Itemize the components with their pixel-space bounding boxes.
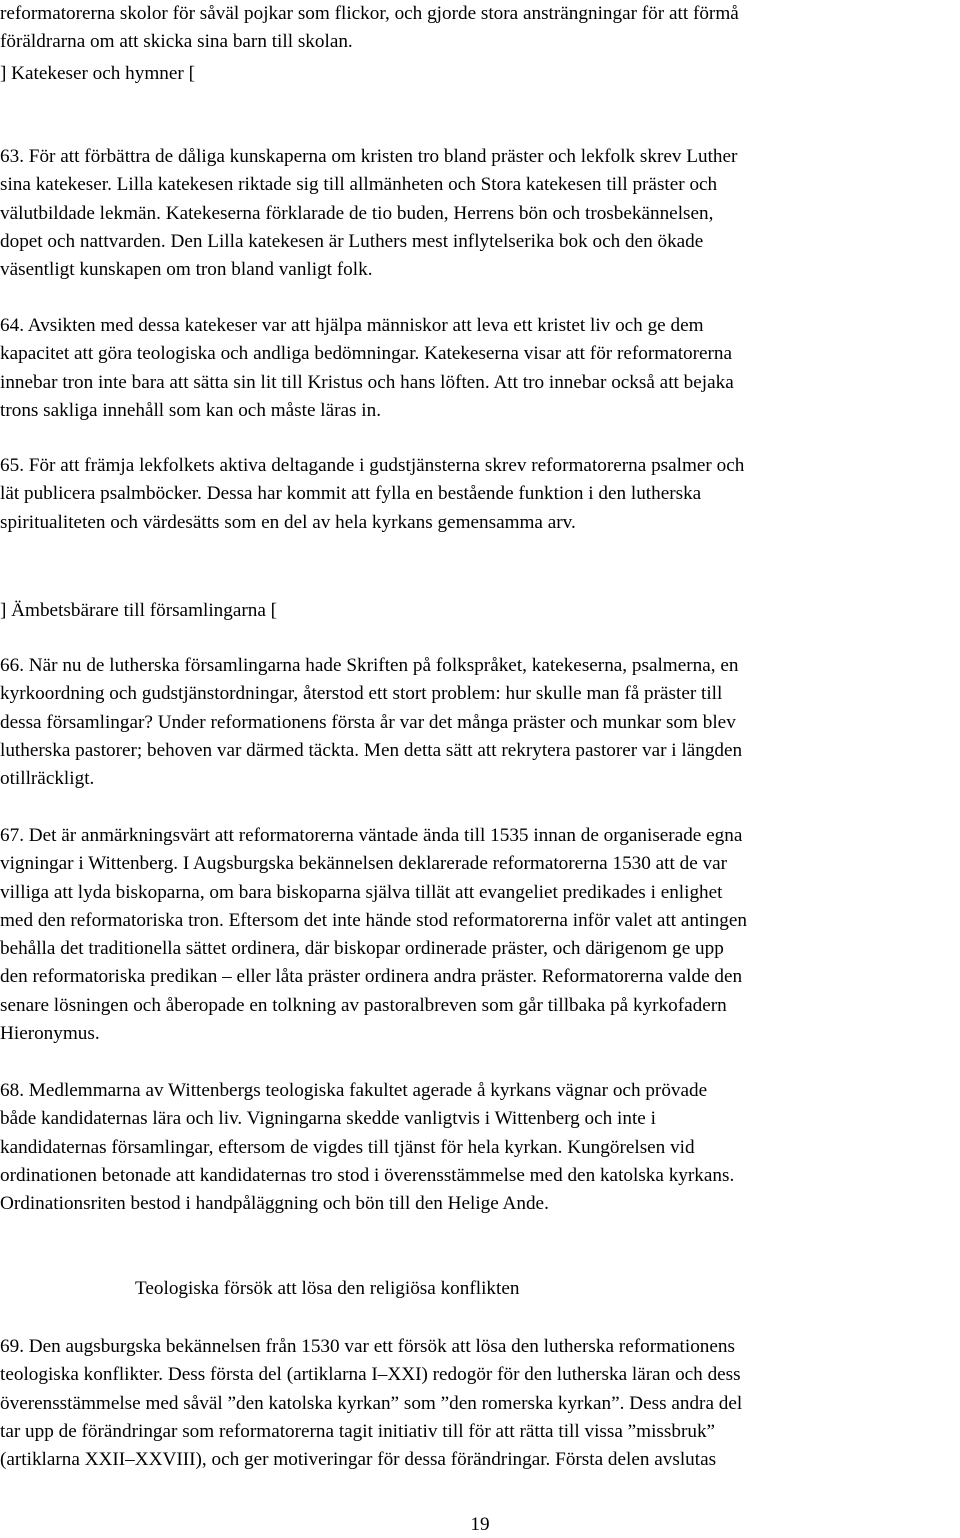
- text-line: innebar tron inte bara att sätta sin lit till Kristus och hans löften. Att tro innebar också att bejaka: [0, 371, 734, 393]
- text-line: lät publicera psalmböcker. Dessa har kommit att fylla en bestående funktion i den lutherska: [0, 483, 702, 505]
- heading-text: ] Ämbetsbärare till församlingarna [: [0, 600, 278, 621]
- text-line: 69. Den augsburgska bekännelsen från 1530 var ett försök att lösa den lutherska reformationens: [0, 1336, 735, 1357]
- text-line: behålla det traditionella sättet ordinera, där biskopar ordinerade präster, och därigenom ge upp: [0, 938, 724, 960]
- text-line: 63. För att förbättra de dåliga kunskaperna om kristen tro bland präster och lekfolk skrev Luther: [0, 146, 738, 167]
- text-line: ordinationen betonade att kandidaternas tro stod i överensstämmelse med den katolska kyrkans.: [0, 1164, 735, 1186]
- heading-ambetsbarare: [0, 597, 960, 625]
- text-line: dopet och nattvarden. Den Lilla katekesen är Luthers mest inflytelserika bok och den ökade: [0, 230, 704, 252]
- text-line: sina katekeser. Lilla katekesen riktade sig till allmänheten och Stora katekesen till präster och: [0, 174, 718, 196]
- text-line: spiritualiteten och värdesätts som en del av hela kyrkans gemensamma arv.: [0, 511, 576, 533]
- subheading-teologiska: Teologiska försök att lösa den religiösa konflikten: [135, 1278, 520, 1299]
- text-line: välutbildade lekmän. Katekeserna förklarade de tio buden, Herrens bön och trosbekännelsen,: [0, 202, 714, 224]
- text-line: teologiska konflikter. Dess första del (artiklarna I–XXI) redogör för den lutherska läran och dess: [0, 1364, 741, 1386]
- paragraph-68: [0, 1077, 960, 1218]
- text-line: trons sakliga innehåll som kan och måste läras in.: [0, 399, 381, 421]
- text-line: 66. När nu de lutherska församlingarna hade Skriften på folkspråket, katekeserna, psalmerna, en: [0, 655, 739, 676]
- paragraph-64: [0, 312, 960, 425]
- text-line: överensstämmelse med såväl ”den katolska kyrkan” som ”den romerska kyrkan”. Dess andra del: [0, 1392, 743, 1414]
- paragraph-69: [0, 1333, 960, 1474]
- text-line: väsentligt kunskapen om tron bland vanligt folk.: [0, 259, 373, 281]
- text-line: Ordinationsriten bestod i handpåläggning och bön till den Helige Ande.: [0, 1193, 549, 1215]
- paragraph-66: [0, 652, 960, 793]
- text-line: kyrkoordning och gudstjänstordningar, återstod ett stort problem: hur skulle man få präster till: [0, 683, 723, 705]
- text-line: den reformatoriska predikan – eller låta präster ordinera andra präster. Reformatorerna valde den: [0, 966, 743, 988]
- paragraph-intro: [0, 0, 960, 57]
- text-line: kandidaternas församlingar, eftersom de vigdes till tjänst för hela kyrkan. Kungörelsen vid: [0, 1136, 695, 1158]
- heading-katekeser: [0, 60, 960, 88]
- text-line: villiga att lyda biskoparna, om bara biskoparna själva tillät att evangeliet predikades i enlighet: [0, 881, 723, 903]
- text-line: tar upp de förändringar som reformatorerna tagit initiativ till för att rätta till vissa ”missbruk”: [0, 1420, 716, 1442]
- text-line: föräldrarna om att skicka sina barn till skolan.: [0, 31, 353, 53]
- paragraph-65: [0, 452, 960, 537]
- text-line: otillräckligt.: [0, 768, 95, 790]
- text-line: (artiklarna XXII–XXVIII), och ger motiveringar för dessa förändringar. Första delen avslutas: [0, 1449, 717, 1471]
- text-line: 64. Avsikten med dessa katekeser var att hjälpa människor att leva ett kristet liv och ge dem: [0, 315, 704, 336]
- text-line: 67. Det är anmärkningsvärt att reformatorerna väntade ända till 1535 innan de organiserade egna: [0, 825, 743, 846]
- heading-text: ] Katekeser och hymner [: [0, 63, 195, 84]
- text-line: med den reformatoriska tron. Eftersom det inte hände stod reformatorerna inför valet att antingen: [0, 909, 747, 931]
- text-line: dessa församlingar? Under reformationens första år var det många präster och munkar som blev: [0, 711, 736, 733]
- text-line: vigningar i Wittenberg. I Augsburgska bekännelsen deklarerade reformatorerna 1530 att de var: [0, 853, 728, 875]
- text-line: lutherska pastorer; behoven var därmed täckta. Men detta sätt att rekrytera pastorer var i längden: [0, 739, 743, 761]
- text-line: Hieronymus.: [0, 1023, 100, 1045]
- text-line: senare lösningen och åberopade en tolkning av pastoralbreven som går tillbaka på kyrkofadern: [0, 994, 727, 1016]
- paragraph-63: [0, 143, 960, 284]
- text-line: 65. För att främja lekfolkets aktiva deltagande i gudstjänsterna skrev reformatorerna psalmer och: [0, 455, 745, 476]
- text-line: reformatorerna skolor för såväl pojkar som flickor, och gjorde stora ansträngningar för att förmå: [0, 3, 739, 24]
- text-line: 68. Medlemmarna av Wittenbergs teologiska fakultet agerade å kyrkans vägnar och prövade: [0, 1080, 708, 1101]
- paragraph-67: [0, 822, 960, 1048]
- text-line: både kandidaternas lära och liv. Vigningarna skedde vanligtvis i Wittenberg och inte i: [0, 1108, 656, 1130]
- page-number: 19: [470, 1514, 490, 1535]
- text-line: kapacitet att göra teologiska och andliga bedömningar. Katekeserna visar att för reformatorerna: [0, 343, 733, 365]
